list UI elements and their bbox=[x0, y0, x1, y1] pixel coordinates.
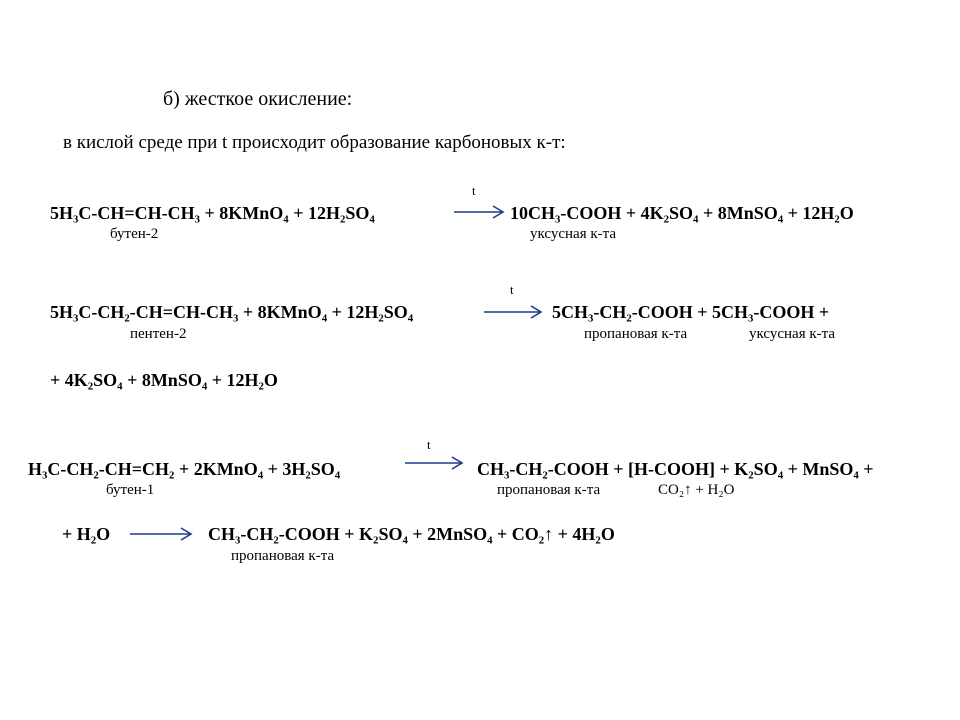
product-name: пропановая к-та bbox=[584, 326, 688, 342]
product-name: уксусная к-та bbox=[530, 226, 617, 242]
reaction-2-continuation: + 4K₂SO₄ + 8MnSO₄ + 12H₂O bbox=[50, 370, 278, 390]
reaction-arrow-icon bbox=[484, 304, 544, 320]
reaction-4-products: CH₃-CH₂-COOH + K₂SO₄ + 2MnSO₄ + CO₂↑ + 4H₂O bbox=[208, 524, 615, 544]
reactant-name: пентен-2 bbox=[130, 326, 187, 342]
reaction-1-reactants: 5H₃C-CH=CH-CH₃ + 8KMnO₄ + 12H₂SO₄ bbox=[50, 203, 375, 223]
temperature-label: t bbox=[427, 437, 431, 452]
temperature-label: t bbox=[472, 183, 476, 198]
reaction-3-reactants: H₃C-CH₂-CH=CH₂ + 2KMnO₄ + 3H₂SO₄ bbox=[28, 459, 341, 479]
product-name: CO₂↑ + H₂O bbox=[658, 482, 735, 498]
product-name: уксусная к-та bbox=[749, 326, 836, 342]
product-name: пропановая к-та bbox=[497, 482, 601, 498]
reaction-4-reactants: + H₂O bbox=[62, 524, 111, 544]
reaction-2-reactants: 5H₃C-CH₂-CH=CH-CH₃ + 8KMnO₄ + 12H₂SO₄ bbox=[50, 302, 414, 322]
reaction-arrow-icon bbox=[405, 455, 465, 471]
reaction-1-products: 10CH₃-COOH + 4K₂SO₄ + 8MnSO₄ + 12H₂O bbox=[510, 203, 854, 223]
reactant-name: бутен-1 bbox=[106, 482, 155, 498]
section-heading: б) жесткое окисление: bbox=[163, 88, 353, 110]
product-name: пропановая к-та bbox=[231, 548, 335, 564]
reaction-2-products: 5CH₃-CH₂-COOH + 5CH₃-COOH + bbox=[552, 302, 830, 322]
reaction-arrow-icon bbox=[130, 526, 194, 542]
reaction-arrow-icon bbox=[454, 204, 506, 220]
reaction-3-products: CH₃-CH₂-COOH + [H-COOH] + K₂SO₄ + MnSO₄ + bbox=[477, 459, 874, 479]
temperature-label: t bbox=[510, 282, 514, 297]
intro-text: в кислой среде при t происходит образование карбоновых к-т: bbox=[63, 132, 566, 153]
reactant-name: бутен-2 bbox=[110, 226, 159, 242]
